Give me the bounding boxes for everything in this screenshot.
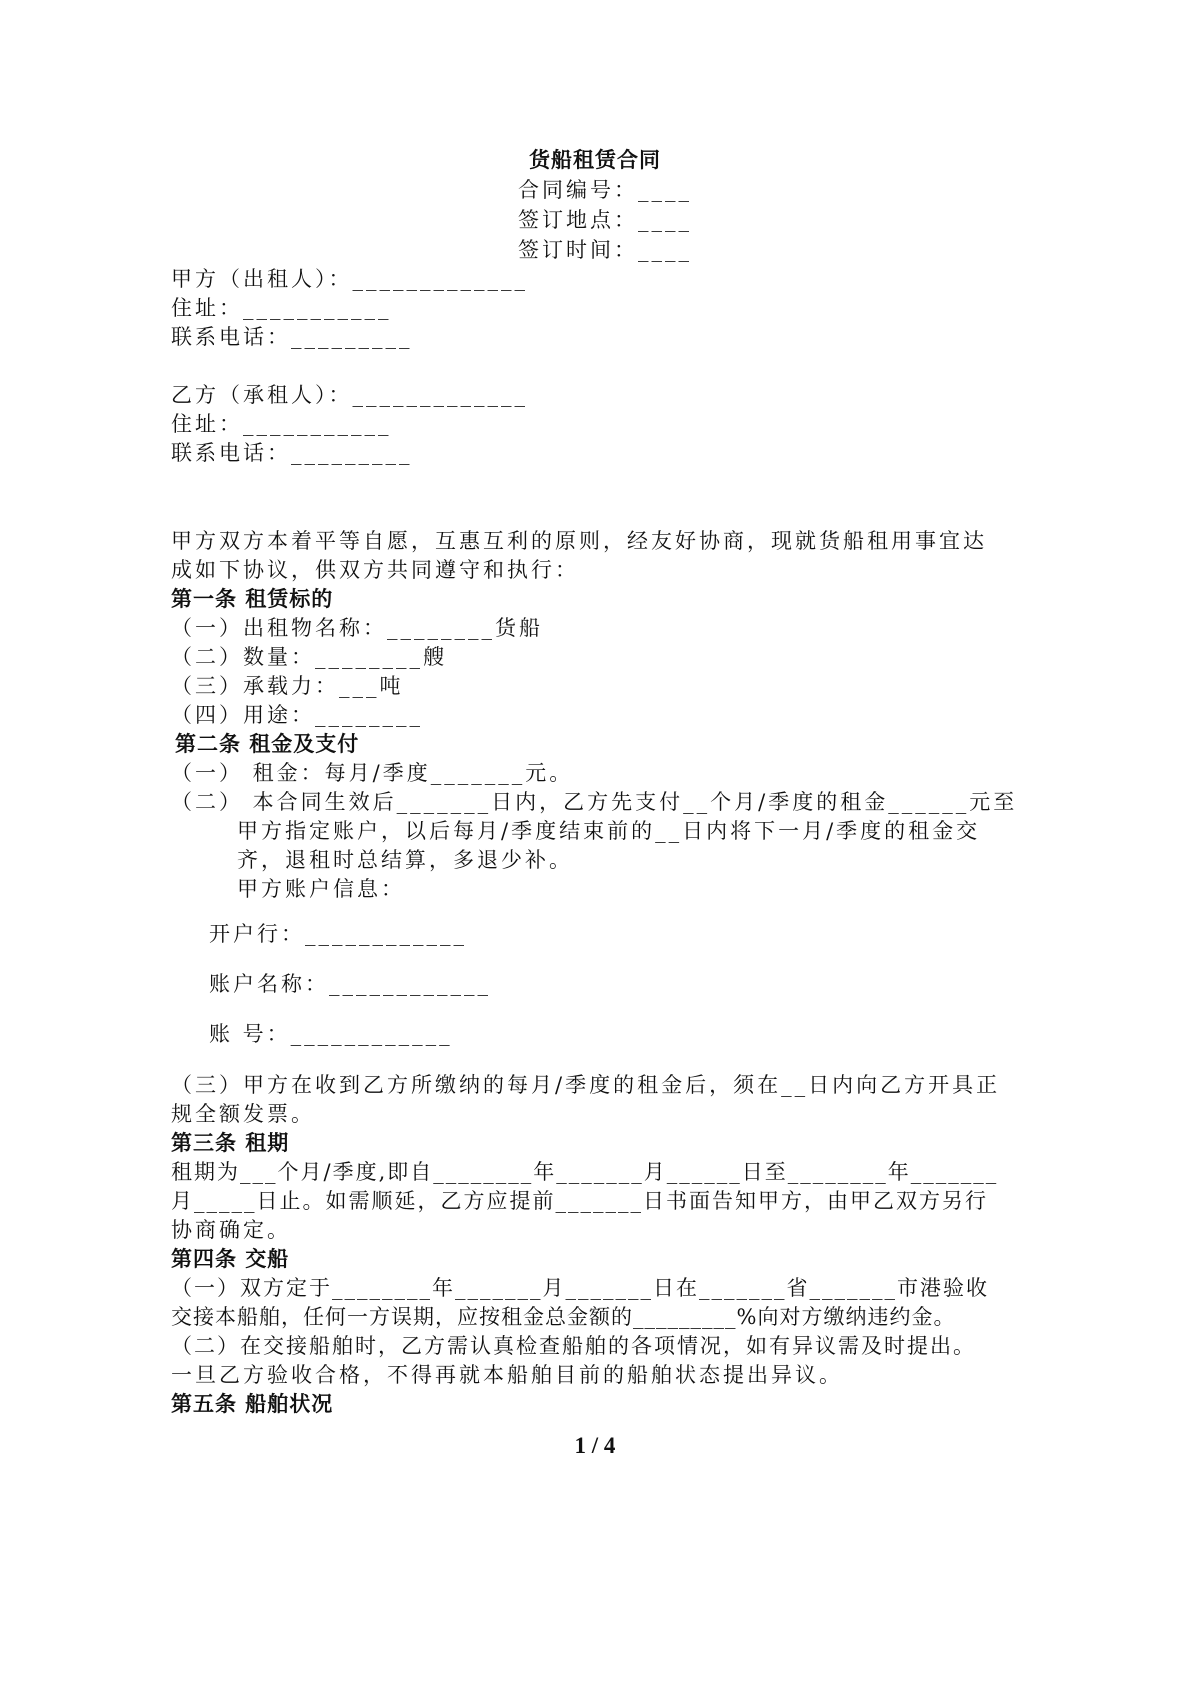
article-4-line: （二）在交接船舶时，乙方需认真检查船舶的各项情况，如有异议需及时提出。 <box>171 1334 976 1358</box>
article-4-line: 交接本船舶，任何一方误期，应按租金总金额的_________%向对方缴纳违约金。 <box>171 1305 956 1329</box>
article-1-item: （三）承载力：___吨 <box>171 674 404 698</box>
party-b-phone: 联系电话：_________ <box>171 441 413 465</box>
signing-place-field: 签订地点：____ <box>518 208 692 232</box>
article-4-line: 一旦乙方验收合格，不得再就本船舶目前的船舶状态提出异议。 <box>171 1363 843 1387</box>
party-b-address: 住址：___________ <box>171 412 392 436</box>
party-a-name: 甲方（出租人）：_____________ <box>171 267 528 291</box>
document-title: 货船租赁合同 <box>529 147 661 172</box>
article-2-item-continued: 规全额发票。 <box>171 1102 315 1126</box>
article-5-heading: 第五条 船舶状况 <box>171 1391 334 1416</box>
article-1-heading: 第一条 租赁标的 <box>171 586 334 611</box>
account-info-label: 甲方账户信息： <box>237 877 405 901</box>
party-a-phone: 联系电话：_________ <box>171 325 413 349</box>
article-3-heading: 第三条 租期 <box>171 1130 290 1155</box>
intro-line: 甲方双方本着平等自愿，互惠互利的原则，经友好协商，现就货船租用事宜达 <box>171 529 987 553</box>
article-2-item: （二） 本合同生效后_______日内，乙方先支付__个月/季度的租金______元至 <box>171 790 1018 814</box>
article-3-line: 协商确定。 <box>171 1218 291 1242</box>
article-1-item: （一）出租物名称：________货船 <box>171 616 543 640</box>
article-2-item-continued: 甲方指定账户，以后每月/季度结束前的__日内将下一月/季度的租金交 <box>237 819 981 843</box>
article-2-item-continued: 齐，退租时总结算，多退少补。 <box>237 848 573 872</box>
article-4-heading: 第四条 交船 <box>171 1246 290 1271</box>
article-4-line: （一）双方定于________年_______月_______日在_______省_______市港验收 <box>171 1276 989 1300</box>
article-1-item: （四）用途：________ <box>171 703 423 727</box>
account-number-field: 账 号：____________ <box>209 1022 453 1046</box>
article-2-item: （一） 租金：每月/季度_______元。 <box>171 761 574 785</box>
article-3-line: 租期为___个月/季度,即自________年_______月______日至________年_______ <box>171 1160 999 1184</box>
article-2-heading: 第二条 租金及支付 <box>175 731 360 756</box>
bank-name-field: 开户行：____________ <box>209 922 467 946</box>
article-1-item: （二）数量：________艘 <box>171 645 447 669</box>
article-3-line: 月_____日止。如需顺延，乙方应提前_______日书面告知甲方，由甲乙双方另行 <box>171 1189 988 1213</box>
contract-number-field: 合同编号：____ <box>518 178 692 202</box>
article-2-item: （三）甲方在收到乙方所缴纳的每月/季度的租金后，须在__日内向乙方开具正 <box>171 1073 1001 1097</box>
signing-time-field: 签订时间：____ <box>518 238 692 262</box>
party-b-name: 乙方（承租人）：_____________ <box>171 383 528 407</box>
page-number: 1 / 4 <box>574 1433 616 1458</box>
intro-line: 成如下协议，供双方共同遵守和执行： <box>171 558 579 582</box>
party-a-address: 住址：___________ <box>171 296 392 320</box>
account-name-field: 账户名称：____________ <box>209 972 491 996</box>
